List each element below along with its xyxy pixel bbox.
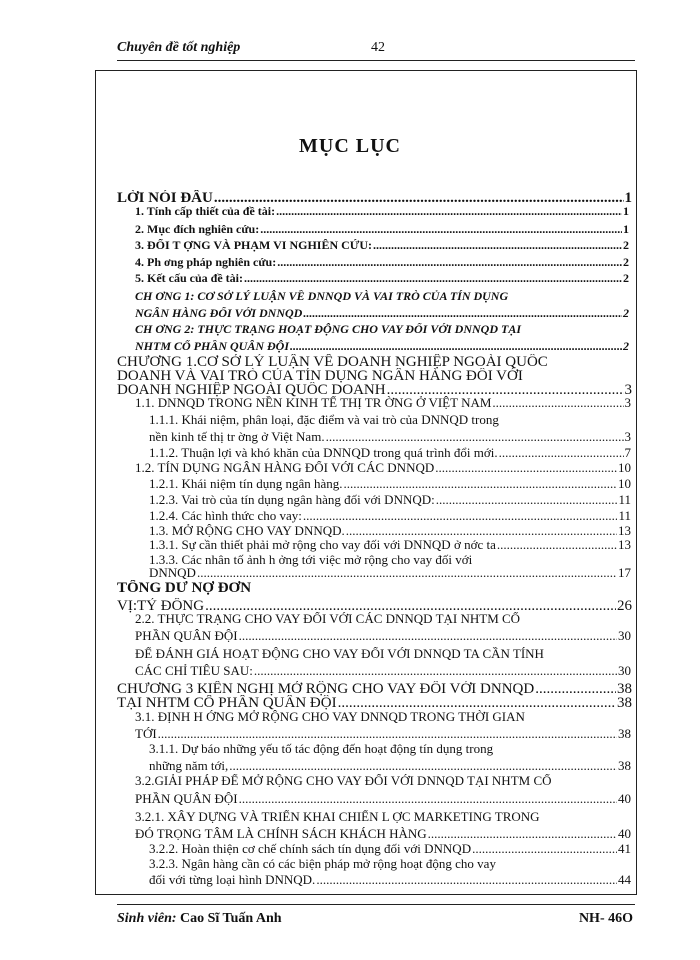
toc-entry [135, 827, 631, 842]
toc-leader-dots [290, 340, 622, 354]
toc-entry-page: 30 [618, 664, 631, 678]
toc-entry-page: 11 [618, 509, 631, 523]
toc-leader-dots [346, 524, 617, 539]
toc-leader-dots [239, 629, 617, 644]
toc-entry-page: 2 [623, 239, 629, 252]
toc-entry-title: 1.2.1. Khái niệm tín dụng ngân hàng. [149, 477, 343, 491]
toc-leader-dots [239, 792, 617, 807]
toc-entry [149, 493, 631, 508]
toc-leader-dots [497, 538, 617, 553]
toc-entry-page: 40 [618, 827, 631, 841]
toc-leader-dots [472, 842, 617, 857]
toc-entry-page: 2 [623, 272, 629, 285]
toc-leader-dots [435, 461, 617, 476]
toc-entry-title: CÁC CHỈ TIÊU SAU: [135, 664, 253, 678]
toc-entry-title: VỊ:TỶ ĐỒNG [117, 598, 205, 614]
toc-entry-page: 13 [618, 524, 631, 538]
toc-entry-title: 1.3.3. Các nhân tố ảnh h ởng tới việc mở rộng cho vay đối với [149, 553, 473, 567]
toc-entry-page: 10 [618, 461, 631, 475]
page-header [117, 38, 635, 61]
toc-entry-title: 3.2.1. XÂY DỰNG VÀ TRIỂN KHAI CHIẾN L ỢC MARKETING TRONG [135, 810, 540, 824]
toc-entry-title: CH ƠNG 2: THỰC TRẠNG HOẠT ĐỘNG CHO VAY ĐỐI VỚI DNNQD TẠI [135, 323, 521, 336]
toc-entry-page: 40 [618, 792, 631, 806]
toc-entry-page: 41 [618, 842, 631, 856]
toc-entry-title: PHẦN QUÂN ĐỘI [135, 629, 238, 643]
toc-entry [149, 413, 631, 428]
toc-entry-title: 1.1.2. Thuận lợi và khó khăn của DNNQD trong quá trình đổi mới. [149, 446, 498, 460]
toc-entry-page: 38 [617, 695, 632, 711]
toc-entry [149, 509, 631, 524]
toc-entry-title: đối với từng loại hình DNNQD. [149, 873, 316, 887]
toc-entry-title: NGÂN HÀNG ĐỐI VỚI DNNQD [135, 307, 303, 320]
course-title: Chuyên đề tốt nghiệp [117, 40, 241, 55]
toc-entry [149, 759, 631, 774]
toc-entry-title: 3.1. ĐỊNH H ỚNG MỞ RỘNG CHO VAY DNNQD TRONG THỜI GIAN [135, 710, 525, 724]
toc-entry [149, 446, 631, 461]
toc-entry [135, 647, 631, 662]
toc-entry-title: CHƯƠNG 3 KIẾN NGHỊ MỞ RỘNG CHO VAY ĐỐI VỚI DNNQD [117, 681, 535, 697]
toc-leader-dots [326, 430, 624, 445]
toc-entry-title: 1.1.1. Khái niệm, phân loại, đặc điểm và vai trò của DNNQD trong [149, 413, 499, 427]
toc-entry [135, 307, 629, 321]
toc-entry [135, 256, 629, 270]
toc-entry [149, 842, 631, 857]
student-info [117, 911, 282, 927]
toc-entry-page: 38 [617, 681, 632, 697]
toc-entry [149, 566, 631, 581]
student-name: Cao Sĩ Tuấn Anh [180, 911, 282, 926]
toc-entry-title: NHTM CỔ PHẦN QUÂN ĐỘI [135, 340, 290, 353]
toc-leader-dots [436, 493, 618, 508]
toc-entry [149, 430, 631, 445]
toc-entry-page: 2 [623, 340, 629, 353]
toc-entry-title: nền kinh tế thị tr ờng ở Việt Nam. [149, 430, 325, 444]
toc-entry [135, 727, 631, 742]
toc-entry-title: ĐÓ TRỌNG TÂM LÀ CHÍNH SÁCH KHÁCH HÀNG [135, 827, 427, 841]
toc-entry-title: 4. Ph ơng pháp nghiên cứu: [135, 256, 277, 269]
toc-entry [117, 580, 632, 597]
toc-entry-page: 1 [623, 223, 629, 236]
toc-entry-title: 1.1. DNNQD TRONG NỀN KINH TẾ THỊ TR ỜNG Ở VIỆT NAM [135, 396, 492, 410]
toc-leader-dots [428, 827, 617, 842]
toc-entry [149, 477, 631, 492]
toc-entry-title: 1.2.4. Các hình thức cho vay: [149, 509, 302, 523]
toc-entry-title: 1.3.1. Sự cần thiết phải mở rộng cho vay đối với DNNQD ở nớc ta [149, 538, 496, 552]
toc-entry-page: 3 [624, 382, 632, 398]
toc-leader-dots [276, 205, 622, 219]
toc-entry [135, 223, 629, 237]
toc-entry-title: DOANH VÀ VAI TRÒ CỦA TÍN DỤNG NGÂN HÀNG ĐỐI VỚI [117, 368, 523, 384]
toc-leader-dots [277, 256, 622, 270]
toc-entry-title: 5. Kết cấu của đề tài: [135, 272, 243, 285]
toc-entry [135, 239, 629, 253]
toc-entry-page: 17 [618, 566, 631, 580]
toc-entry [135, 340, 629, 354]
toc-entry-title: 1. Tính cấp thiết của đề tài: [135, 205, 276, 218]
toc-entry [135, 323, 629, 337]
toc-leader-dots [492, 396, 623, 411]
toc-entry-title: 2.2. THỰC TRẠNG CHO VAY ĐỐI VỚI CÁC DNNQD TẠI NHTM CỔ [135, 612, 521, 626]
toc-entry-title: 1.3. MỞ RỘNG CHO VAY DNNQD. [149, 524, 345, 538]
toc-entry-title: những năm tới, [149, 759, 229, 773]
page-number: 42 [371, 40, 385, 55]
toc-entry-page: 7 [624, 446, 631, 460]
toc-entry-page: 11 [618, 493, 631, 507]
toc-leader-dots [316, 873, 617, 888]
class-code: NH- 46O [578, 911, 633, 926]
toc-entry-title: 2. Mục đích nghiên cứu: [135, 223, 260, 236]
toc-entry-page: 2 [623, 307, 629, 320]
toc-leader-dots [197, 566, 617, 581]
toc-entry-title: 3.1.1. Dự báo những yếu tố tác động đến hoạt động tín dụng trong [149, 742, 494, 756]
toc-leader-dots [229, 759, 617, 774]
toc-leader-dots [303, 307, 622, 321]
toc-entry [149, 742, 631, 757]
toc-entry-title: DOANH NGHIỆP NGOÀI QUỐC DOANH [117, 382, 386, 398]
toc-entry-title: CH ƠNG 1: CƠ SỞ LÝ LUẬN VỀ DNNQD VÀ VAI TRÒ CỦA TÍN DỤNG [135, 290, 509, 303]
toc-entry [135, 810, 631, 825]
page-title: MỤC LỤC [299, 135, 401, 157]
toc-entry-page: 26 [617, 598, 632, 614]
toc-entry [135, 664, 631, 679]
toc-entry [135, 710, 631, 725]
toc-entry [135, 792, 631, 807]
toc-entry [135, 290, 629, 304]
toc-entry-page: 38 [618, 759, 631, 773]
toc-entry [149, 857, 631, 872]
toc-entry-page: 3 [624, 396, 631, 410]
toc-entry-page: 3 [624, 430, 631, 444]
toc-entry-title: TỔNG DƯ NỢ ĐƠN [117, 580, 252, 596]
toc-entry [135, 272, 629, 286]
toc-entry-title: TỚI [135, 727, 157, 741]
toc-entry-title: 3.2.2. Hoàn thiện cơ chế chính sách tín dụng đối với DNNQD [149, 842, 472, 856]
toc-entry-page: 38 [618, 727, 631, 741]
toc-entry [149, 538, 631, 553]
student-label: Sinh viên: [117, 911, 177, 926]
toc-entry-title: CHƯƠNG 1.CƠ SỞ LÝ LUẬN VỀ DOANH NGHIỆP NGOÀI QUỐC [117, 354, 548, 370]
toc-entry-page: 2 [623, 256, 629, 269]
toc-entry-title: 3.2.3. Ngân hàng cần có các biện pháp mở rộng hoạt động cho vay [149, 857, 496, 871]
toc-leader-dots [158, 727, 617, 742]
toc-leader-dots [244, 272, 622, 286]
toc-entry [135, 774, 631, 789]
toc-entry [135, 396, 631, 411]
toc-entry-title: TẠI NHTM CỔ PHẦN QUÂN ĐỘI [117, 695, 337, 711]
toc-entry-title: 3. ĐỐI T ỢNG VÀ PHẠM VI NGHIÊN CỨU: [135, 239, 373, 252]
toc-entry-page: 30 [618, 629, 631, 643]
toc-entry-page: 44 [618, 873, 631, 887]
toc-entry [135, 612, 631, 627]
toc-leader-dots [344, 477, 617, 492]
toc-entry-title: LỜI NÓI ĐẦU [117, 190, 213, 206]
toc-entry-title: 1.2.3. Vai trò của tín dụng ngân hàng đối với DNNQD: [149, 493, 435, 507]
page-footer [117, 904, 635, 931]
toc-entry-page: 13 [618, 538, 631, 552]
toc-entry-title: 1.2. TÍN DỤNG NGÂN HÀNG ĐỐI VỚI CÁC DNNQD [135, 461, 435, 475]
toc-leader-dots [499, 446, 624, 461]
toc-leader-dots [303, 509, 618, 524]
toc-entry-page: 1 [624, 190, 632, 206]
toc-entry [135, 205, 629, 219]
toc-entry [149, 873, 631, 888]
toc-entry-page: 1 [623, 205, 629, 218]
toc-entry-title: 3.2.GIẢI PHÁP ĐỂ MỞ RỘNG CHO VAY ĐỐI VỚI DNNQD TẠI NHTM CỔ [135, 774, 552, 788]
toc-leader-dots [254, 664, 617, 679]
toc-entry [135, 461, 631, 476]
toc-entry-title: PHẦN QUÂN ĐỘI [135, 792, 238, 806]
toc-entry-title: DNNQD [149, 566, 196, 580]
toc-entry-page: 10 [618, 477, 631, 491]
toc-leader-dots [260, 223, 622, 237]
toc-entry [135, 629, 631, 644]
toc-entry [149, 524, 631, 539]
toc-entry-title: ĐỂ ĐÁNH GIÁ HOẠT ĐỘNG CHO VAY ĐỐI VỚI DNNQD TA CẦN TÍNH [135, 647, 544, 661]
toc-leader-dots [373, 239, 622, 253]
